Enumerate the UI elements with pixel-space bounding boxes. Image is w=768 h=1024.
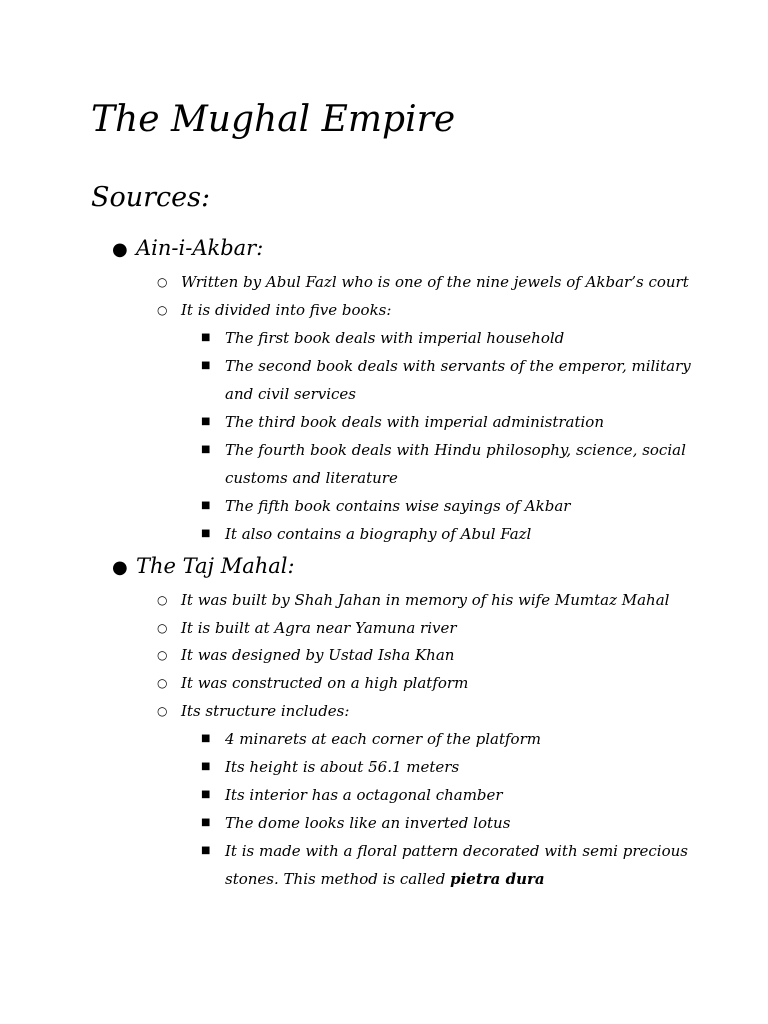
list-item-ain-i-akbar (112, 233, 263, 265)
square-bullet-icon: ■ (201, 500, 211, 511)
list-item (201, 837, 688, 893)
bullet-icon: ● (112, 239, 128, 260)
list-item (201, 520, 671, 548)
list-item-text: The first book deals with imperial household (225, 329, 565, 347)
list-item-text-prefix: stones. This method is called (225, 870, 451, 888)
list-item-text-continued (201, 865, 671, 893)
list-item-text: It also contains a biography of Abul Fazl (225, 525, 532, 543)
list-item-text: Its structure includes: (181, 702, 350, 720)
list-item-text: 4 minarets at each corner of the platform (225, 730, 541, 748)
list-item-text: Written by Abul Fazl who is one of the nine jewels of Akbar’s court (181, 273, 689, 291)
list-item-text: It is built at Agra near Yamuna river (181, 619, 457, 637)
list-item (201, 781, 671, 809)
list-item (201, 753, 671, 781)
list-item-text: The third book deals with imperial administration (225, 413, 604, 431)
list-item (157, 586, 669, 614)
square-bullet-icon: ■ (201, 528, 211, 539)
list-item (157, 697, 349, 725)
list-item (201, 725, 671, 753)
list-item-text: The second book deals with servants of the emperor, military (225, 357, 691, 375)
list-item (201, 324, 671, 352)
list-item-text-continued: and civil services (225, 385, 357, 403)
list-item (157, 614, 457, 642)
square-bullet-icon: ■ (201, 416, 211, 427)
list-item-text: Its height is about 56.1 meters (225, 758, 460, 776)
list-item-label: The Taj Mahal: (136, 554, 295, 578)
circle-bullet-icon: ○ (157, 621, 168, 635)
list-item (201, 352, 691, 408)
list-item (201, 809, 671, 837)
list-item (157, 669, 468, 697)
list-item (201, 436, 686, 492)
square-bullet-icon: ■ (201, 845, 211, 856)
square-bullet-icon: ■ (201, 789, 211, 800)
circle-bullet-icon: ○ (157, 704, 168, 718)
list-item (157, 268, 689, 296)
square-bullet-icon: ■ (201, 761, 211, 772)
circle-bullet-icon: ○ (157, 648, 168, 662)
circle-bullet-icon: ○ (157, 275, 168, 289)
list-item-text: Its interior has a octagonal chamber (225, 786, 503, 804)
square-bullet-icon: ■ (201, 332, 211, 343)
square-bullet-icon: ■ (201, 733, 211, 744)
list-item-text-continued: customs and literature (225, 469, 398, 487)
list-item-text: It was built by Shah Jahan in memory of his wife Mumtaz Mahal (181, 591, 670, 609)
list-item-label: Ain-i-Akbar: (136, 236, 264, 260)
section-heading-sources: Sources: (91, 182, 211, 213)
list-item-taj-mahal (112, 551, 295, 583)
square-bullet-icon: ■ (201, 360, 211, 371)
list-item-text: It is made with a floral pattern decorated with semi precious (225, 842, 688, 860)
circle-bullet-icon: ○ (157, 593, 168, 607)
list-item (201, 408, 671, 436)
list-item-text: It is divided into five books: (181, 301, 392, 319)
list-item-text: The fourth book deals with Hindu philosophy, science, social (225, 441, 686, 459)
list-item-text: It was constructed on a high platform (181, 674, 469, 692)
list-item (201, 492, 671, 520)
square-bullet-icon: ■ (201, 444, 211, 455)
bold-term-pietra-dura: pietra dura (450, 870, 545, 888)
circle-bullet-icon: ○ (157, 303, 168, 317)
list-item (157, 296, 391, 324)
list-item-text: It was designed by Ustad Isha Khan (181, 646, 455, 664)
list-item-text: The dome looks like an inverted lotus (225, 814, 511, 832)
page-title: The Mughal Empire (91, 99, 456, 140)
list-item-text: The fifth book contains wise sayings of Akbar (225, 497, 571, 515)
bullet-icon: ● (112, 557, 128, 578)
circle-bullet-icon: ○ (157, 676, 168, 690)
list-item (157, 641, 454, 669)
square-bullet-icon: ■ (201, 817, 211, 828)
